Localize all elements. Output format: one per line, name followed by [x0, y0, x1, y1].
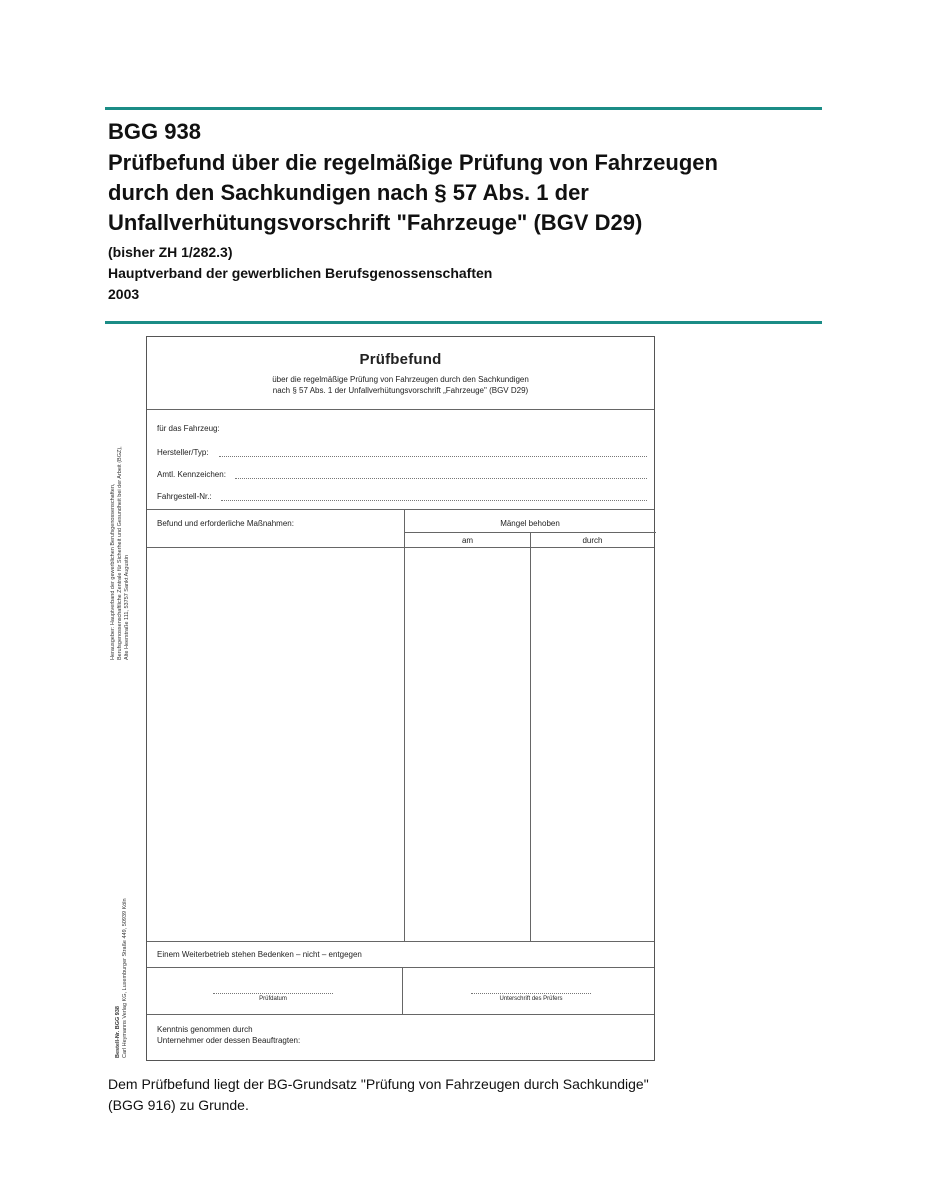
form-description: [147, 374, 654, 396]
desc-line: nach § 57 Abs. 1 der Unfallverhütungsvorschrift „Fahrzeuge" (BGV D29): [272, 386, 529, 395]
operation-statement: Einem Weiterbetrieb stehen Bedenken – nicht – entgegen: [157, 950, 362, 959]
manufacturer-field[interactable]: [219, 456, 647, 457]
signature-label: Unterschrift des Prüfers: [499, 996, 563, 1002]
date-label: Prüfdatum: [259, 996, 287, 1002]
vehicle-label: für das Fahrzeug:: [157, 424, 220, 433]
document-header: [108, 118, 820, 305]
top-rule: [105, 107, 822, 110]
column-divider: [530, 532, 531, 941]
plate-label: Amtl. Kennzeichen:: [157, 470, 226, 479]
divider: [147, 1014, 654, 1015]
divider: [147, 509, 654, 510]
side-line: Herausgeber: Hauptverband der gewerblichen Berufsgenossenschaften,: [110, 483, 116, 660]
side-line: Bestell-Nr. BGG 938: [115, 1006, 121, 1058]
signature-field[interactable]: [471, 993, 591, 994]
desc-line: über die regelmäßige Prüfung von Fahrzeugen durch den Sachkundigen: [272, 375, 529, 384]
by-label: durch: [582, 536, 603, 545]
manufacturer-label: Hersteller/Typ:: [157, 448, 209, 457]
defects-label: Mängel behoben: [500, 519, 560, 528]
divider: [147, 547, 654, 548]
footer-line: Dem Prüfbefund liegt der BG-Grundsatz "Prüfung von Fahrzeugen durch Sachkundige": [108, 1076, 649, 1092]
plate-field[interactable]: [235, 478, 647, 479]
column-divider: [402, 967, 403, 1014]
footer-note: [108, 1074, 808, 1116]
column-divider: [404, 509, 405, 941]
divider: [147, 941, 654, 942]
on-label: am: [461, 536, 474, 545]
document-code: BGG 938: [108, 119, 201, 144]
divider: [147, 409, 654, 410]
side-line: Alte Heerstraße 111, 53757 Sankt Augustin: [124, 555, 130, 660]
year: 2003: [108, 286, 140, 302]
ack-line: Kenntnis genommen durch: [157, 1025, 253, 1034]
chassis-label: Fahrgestell-Nr.:: [157, 492, 212, 501]
ack-line: Unternehmer oder dessen Beauftragten:: [157, 1036, 301, 1045]
form-header: [147, 337, 654, 409]
side-order-text: [115, 898, 129, 1058]
side-line: Berufsgenossenschaftliche Zentrale für Sicherheit und Gesundheit bei der Arbeit (BGZ),: [117, 446, 123, 660]
side-publisher-text: [110, 446, 131, 660]
findings-label: Befund und erforderliche Maßnahmen:: [157, 519, 294, 528]
side-line: Carl Heymanns Verlag KG, Luxemburger Straße 449, 50939 Köln: [122, 898, 128, 1058]
chassis-field[interactable]: [221, 500, 647, 501]
publisher: Hauptverband der gewerblichen Berufsgenossenschaften: [108, 265, 493, 281]
title-line: durch den Sachkundigen nach § 57 Abs. 1 der: [108, 180, 589, 205]
title-line: Unfallverhütungsvorschrift "Fahrzeuge" (BGV D29): [108, 210, 643, 235]
footer-line: (BGG 916) zu Grunde.: [108, 1097, 249, 1113]
inspection-form: [146, 336, 655, 1061]
divider: [147, 967, 654, 968]
form-title: Prüfbefund: [359, 351, 442, 368]
date-field[interactable]: [213, 993, 333, 994]
title-line: Prüfbefund über die regelmäßige Prüfung von Fahrzeugen: [108, 150, 718, 175]
document-title: [108, 148, 820, 238]
former-code: (bisher ZH 1/282.3): [108, 244, 233, 260]
bottom-rule: [105, 321, 822, 324]
